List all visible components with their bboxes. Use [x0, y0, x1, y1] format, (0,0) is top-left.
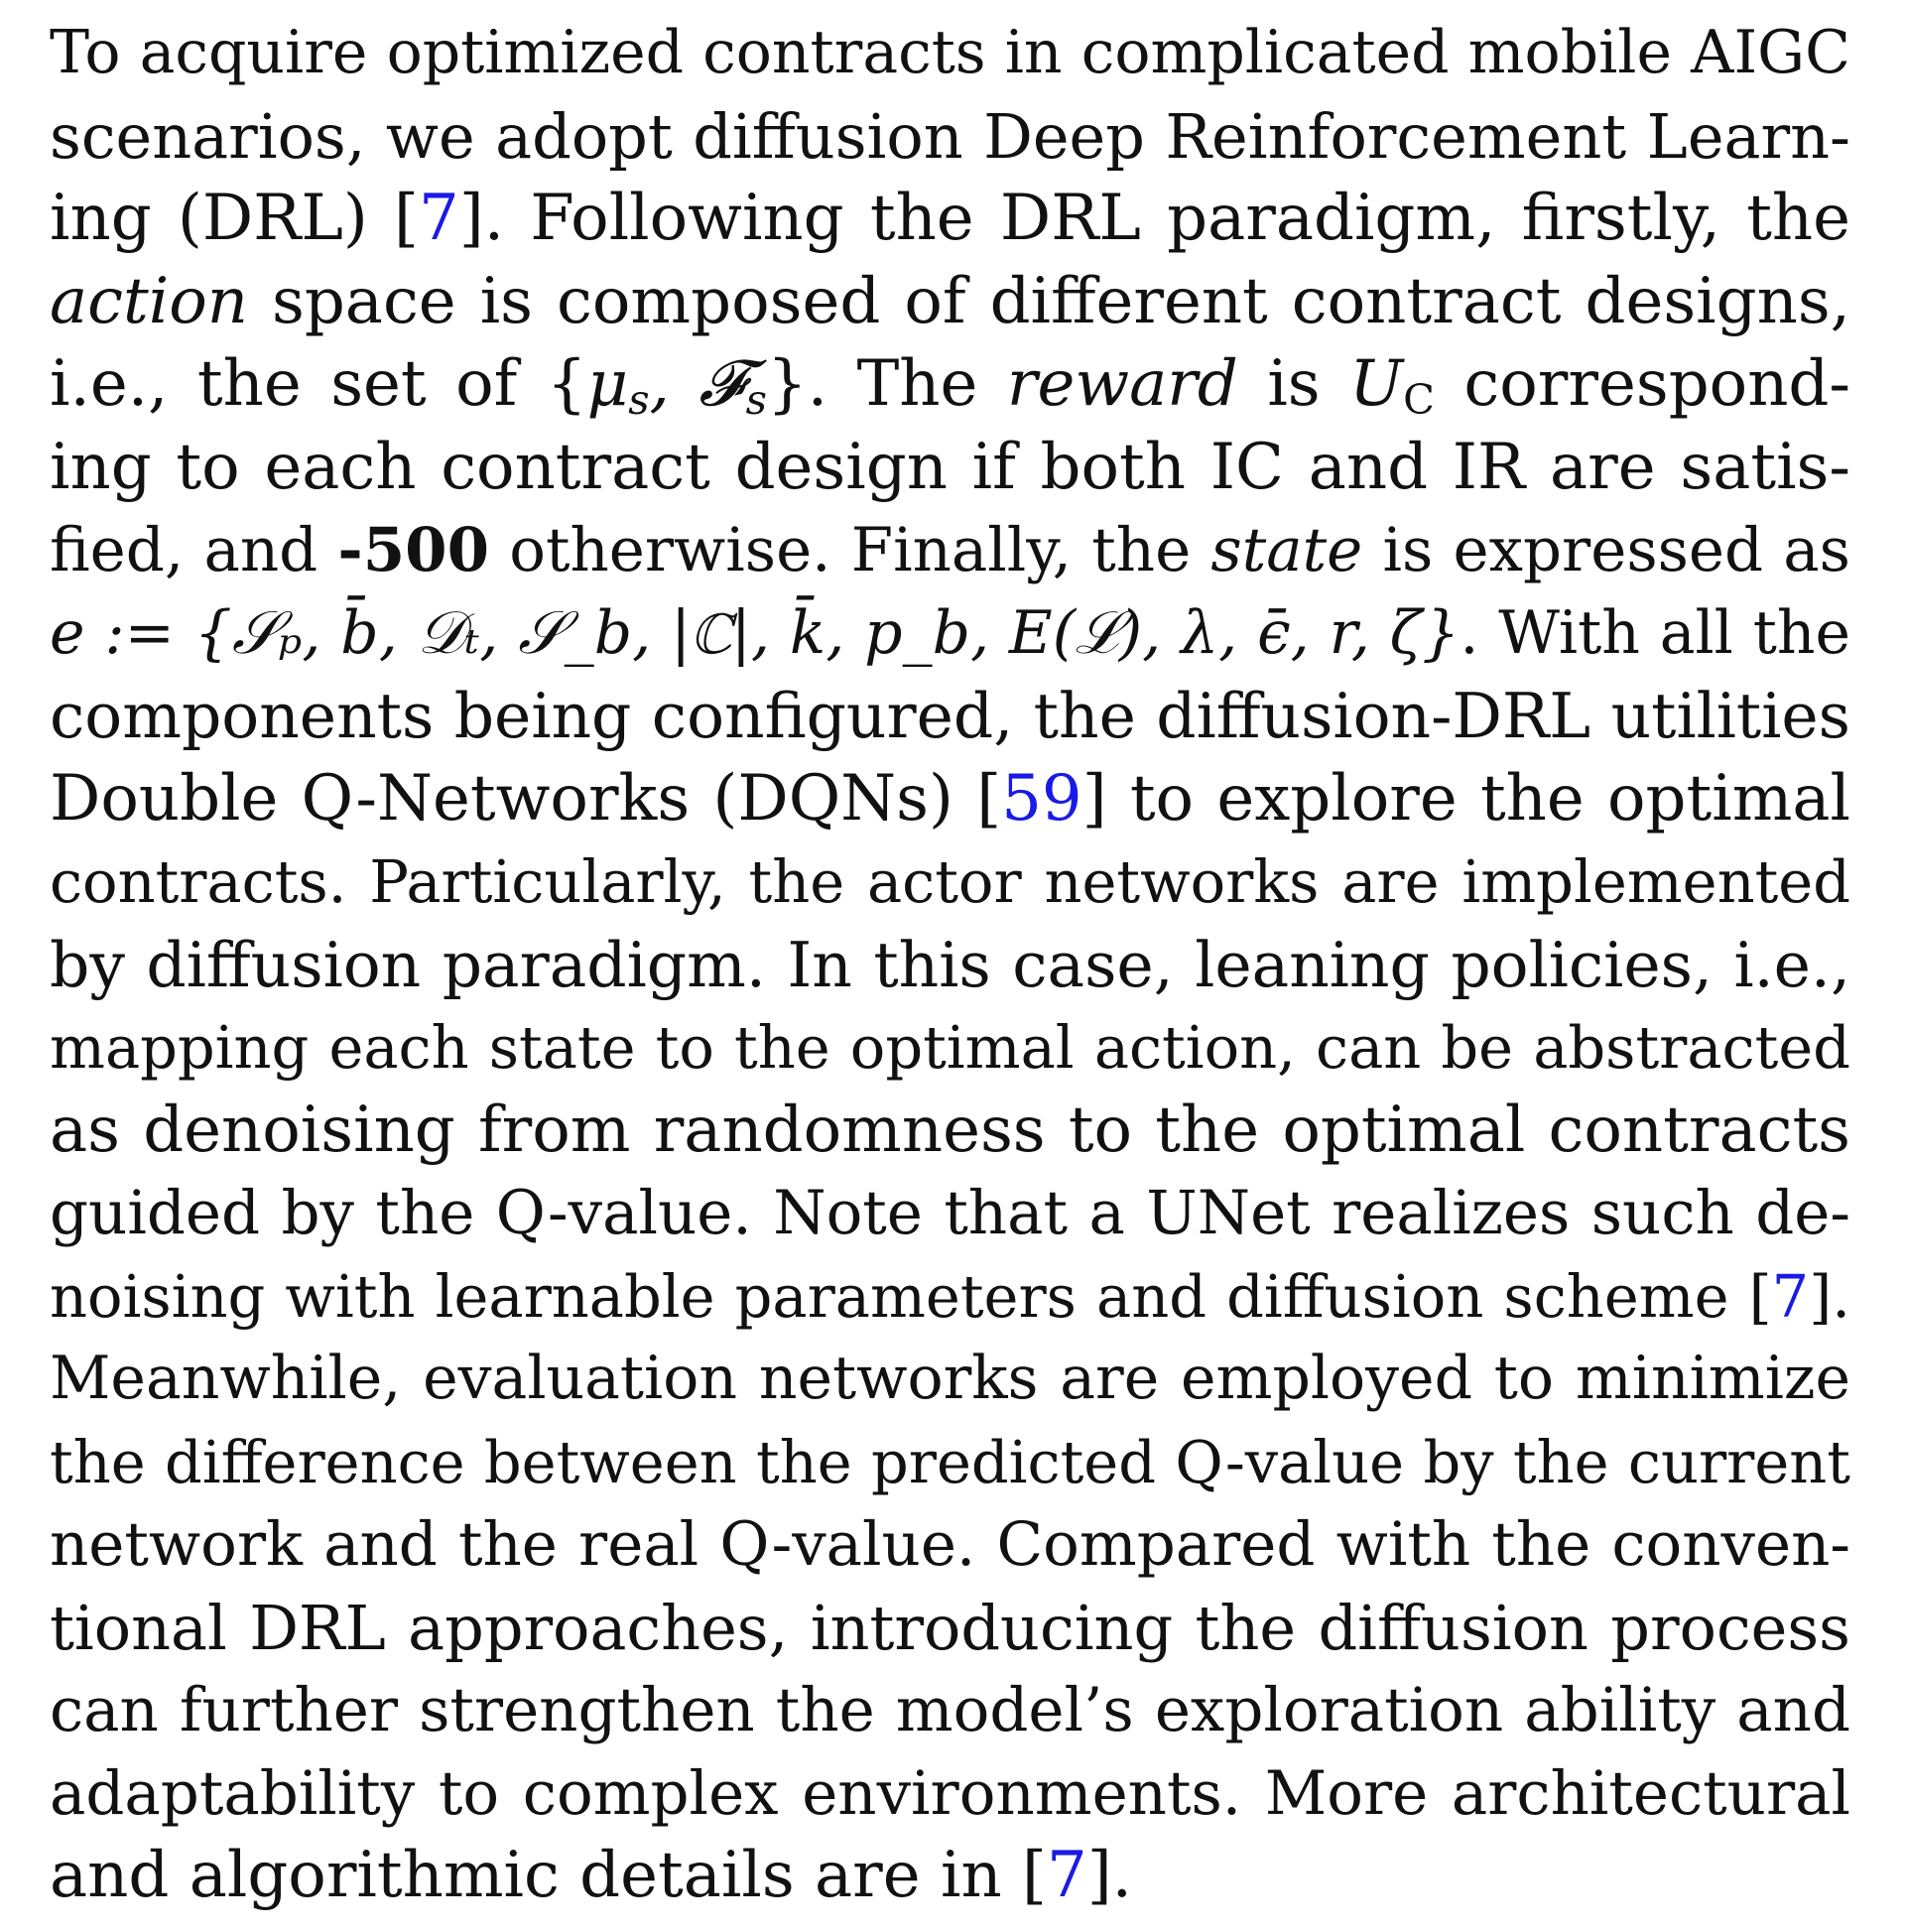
math-subscript: C [1403, 375, 1435, 425]
citation-link[interactable]: 59 [1001, 761, 1082, 836]
citation-link[interactable]: 7 [1771, 1261, 1810, 1331]
text-line: contracts. Particularly, the actor networks are implemented [50, 847, 1850, 916]
text-line [50, 1835, 1850, 1918]
text-segment: noising with learnable parameters and diffusion scheme [ [50, 1261, 1772, 1331]
state-formula: e := {𝒮ₚ, b̄, 𝒟ₜ, 𝒮_b, |ℂ|, k̄, p_b, E(ℒ), λ, ϵ̄, r, ζ} [50, 597, 1460, 668]
text-segment: is [1237, 347, 1350, 421]
text-line: mapping each state to the optimal action, can be abstracted [50, 1013, 1850, 1082]
text-line: as denoising from randomness to the optimal contracts [50, 1093, 1850, 1167]
text-line: ing to each contract design if both IC and IR are satis- [50, 430, 1850, 504]
text-line [50, 1255, 1850, 1339]
text-line: Meanwhile, evaluation networks are employed to minimize [50, 1344, 1850, 1413]
bold-value: -500 [337, 515, 490, 585]
text-segment: ]. [1086, 1839, 1132, 1912]
math-subscript: s [628, 375, 650, 425]
text-line [50, 509, 1850, 592]
text-segment: Double Q-Networks (DQNs) [ [50, 761, 1002, 836]
text-line: by diffusion paradigm. In this case, leaning policies, i.e., [50, 928, 1850, 1001]
math-symbol: μ [586, 347, 629, 421]
text-line [50, 343, 1850, 427]
text-segment: space is composed of different contract designs, [247, 264, 1850, 338]
emphasis-term: state [1210, 515, 1363, 585]
text-line: can further strengthen the model’s exploration ability and [50, 1675, 1850, 1745]
text-line: scenarios, we adopt diffusion Deep Reinforcement Learn- [50, 99, 1850, 173]
text-segment: otherwise. Finally, the [489, 515, 1211, 585]
text-segment: ] to explore the optimal [1081, 761, 1851, 836]
text-line [50, 261, 1850, 344]
text-segment: correspond- [1434, 347, 1851, 421]
math-subscript: s [745, 375, 767, 425]
text-line: guided by the Q-value. Note that a UNet realizes such de- [50, 1178, 1850, 1248]
math-symbol: 𝓕 [698, 347, 746, 421]
text-segment: }. The [767, 347, 1007, 421]
paper-paragraph [50, 12, 1850, 1918]
text-segment: ing (DRL) [ [50, 182, 420, 255]
text-line [50, 178, 1850, 261]
text-segment: fied, and [50, 515, 338, 585]
text-line: To acquire optimized contracts in complicated mobile AIGC [50, 18, 1850, 87]
text-line [50, 758, 1850, 841]
citation-link[interactable]: 7 [419, 182, 459, 255]
text-line: components being configured, the diffusion-DRL utilities [50, 680, 1850, 752]
math-symbol: U [1349, 347, 1404, 421]
text-segment: i.e., the set of { [50, 347, 587, 421]
emphasis-term: action [50, 264, 248, 338]
text-segment: is expressed as [1362, 515, 1850, 585]
text-line: tional DRL approaches, introducing the diffusion process [50, 1591, 1850, 1664]
emphasis-term: reward [1006, 347, 1238, 421]
text-segment: ]. Following the DRL paradigm, firstly, the [458, 182, 1850, 255]
citation-link[interactable]: 7 [1046, 1839, 1087, 1912]
text-segment: and algorithmic details are in [ [50, 1839, 1047, 1912]
text-line: the difference between the predicted Q-value by the current [50, 1427, 1850, 1496]
text-segment: ]. [1809, 1261, 1850, 1331]
math-symbol: , [649, 347, 699, 421]
text-line: network and the real Q-value. Compared with the conven- [50, 1509, 1850, 1580]
text-segment: . With all the [1460, 597, 1850, 668]
text-line: adaptability to complex environments. More architectural [50, 1757, 1850, 1829]
text-line [50, 592, 1850, 676]
